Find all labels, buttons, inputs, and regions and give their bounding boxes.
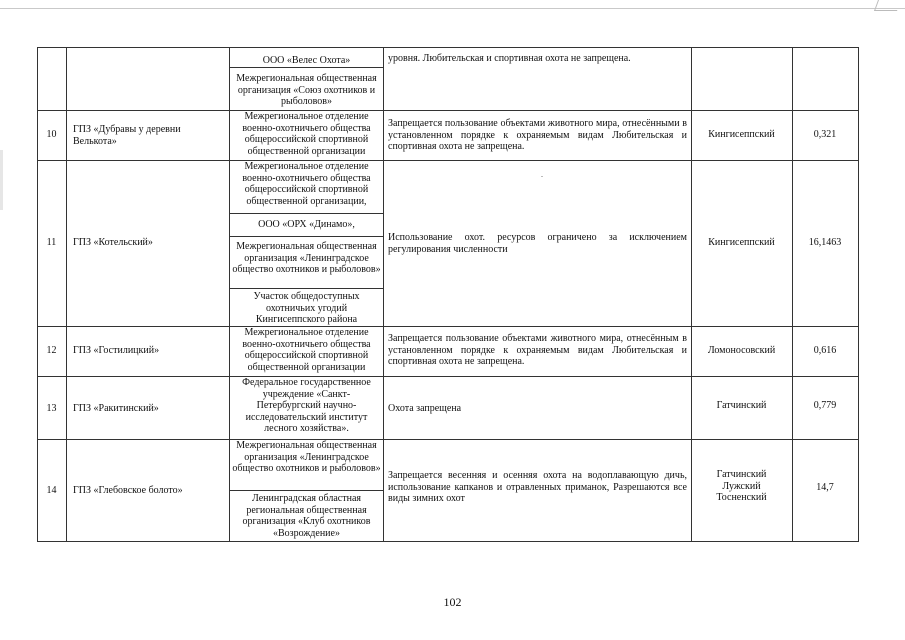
col-divider-district xyxy=(792,47,793,542)
row-number: 12 xyxy=(46,345,57,356)
district-cell: Гатчинский Лужский Тосненский xyxy=(716,469,767,503)
row-divider-14 xyxy=(37,439,859,440)
org-subdivider xyxy=(229,213,384,214)
row-number: 13 xyxy=(46,403,57,414)
zakaznik-name: ГПЗ «Котельский» xyxy=(73,237,153,248)
area-cell: 0,779 xyxy=(813,400,837,411)
district-cell: Кингисеппский xyxy=(708,237,775,248)
row-number: 11 xyxy=(46,237,57,248)
org-cell: Ленинградская областная региональная общественная организация «Клуб охотников «Возрождение» xyxy=(242,493,371,539)
org-cell: Межрегиональная общественная организация «Союз охотников и рыболовов» xyxy=(236,73,377,107)
regime-cell: Запрещается весенняя и осенняя охота на водоплавающую дичь, использование капканов и отравленных приманок, Разрешаются все виды зимних охот xyxy=(388,470,687,504)
regime-cell: Использование охот. ресурсов ограничено за исключением регулирования численности xyxy=(388,232,687,255)
regime-cell: Запрещается пользование объектами животного мира, отнесённым в установленном порядке к охраняемым видам Любительская и спортивная охота не запрещена. xyxy=(388,333,687,367)
row-divider-10 xyxy=(37,110,859,111)
row-divider-13 xyxy=(37,376,859,377)
zakaznik-name: ГПЗ «Ракитинский» xyxy=(73,403,159,414)
org-cell: Федеральное государственное учреждение «Санкт-Петербургский научно-исследовательский институт лесного хозяйства». xyxy=(242,377,371,434)
org-cell: Межрегиональное отделение военно-охотничьего общества общероссийской спортивной общественной организации xyxy=(242,327,371,373)
zakaznik-name: ГПЗ «Гостилицкий» xyxy=(73,345,160,356)
row-number: 10 xyxy=(46,129,57,140)
col-divider-orgs xyxy=(383,47,384,542)
org-cell: Межрегиональное отделение военно-охотничьего общества общероссийской спортивной общественной организации xyxy=(242,111,371,157)
area-cell: 0,616 xyxy=(813,345,837,356)
zakaznik-name: ГПЗ «Дубравы у деревни Велькота» xyxy=(73,124,181,147)
org-cell: Межрегиональная общественная организация «Ленинградское общество охотников и рыболовов» xyxy=(232,440,381,474)
col-divider-name xyxy=(229,47,230,542)
regime-cell: Запрещается пользование объектами животного мира, отнесёнными в установленном порядке к охраняемым видам Любительская и спортивная охота не запрещена. xyxy=(388,118,687,152)
regime-cell: уровня. Любительская и спортивная охота не запрещена. xyxy=(388,53,631,64)
hunting-grounds-table xyxy=(37,47,859,542)
district-cell: Кингисеппский xyxy=(708,129,775,140)
zakaznik-name: ГПЗ «Глебовское болото» xyxy=(73,485,183,496)
area-cell: 16,1463 xyxy=(808,237,842,248)
org-subdivider xyxy=(229,236,384,237)
regime-cell: Охота запрещена xyxy=(388,403,462,414)
row-number: 14 xyxy=(46,485,57,496)
col-divider-regime xyxy=(691,47,692,542)
org-subdivider xyxy=(229,490,384,491)
org-cell: ООО «ОРХ «Динамо», xyxy=(258,219,355,230)
row-divider-12 xyxy=(37,326,859,327)
area-cell: 14,7 xyxy=(816,482,834,493)
district-cell: Гатчинский xyxy=(716,400,767,411)
org-subdivider xyxy=(229,288,384,289)
org-cell: Межрегиональное отделение военно-охотничьего общества общероссийской спортивной общественной организации, xyxy=(242,161,371,207)
table-border-right xyxy=(858,47,859,542)
row-divider-11 xyxy=(37,160,859,161)
page-number: 102 xyxy=(443,595,462,609)
table-border-left xyxy=(37,47,38,542)
org-cell: Межрегиональная общественная организация «Ленинградское общество охотников и рыболовов» xyxy=(232,241,381,275)
col-divider-num xyxy=(66,47,67,542)
area-cell: 0,321 xyxy=(813,129,837,140)
district-cell: Ломоносовский xyxy=(707,345,776,356)
org-cell: Участок общедоступных охотничьих угодий Кингисеппского района xyxy=(253,291,360,325)
org-subdivider xyxy=(229,67,384,68)
table-border-bottom xyxy=(37,541,859,542)
org-cell: ООО «Велес Охота» xyxy=(262,55,351,66)
table-border-top xyxy=(37,47,859,48)
